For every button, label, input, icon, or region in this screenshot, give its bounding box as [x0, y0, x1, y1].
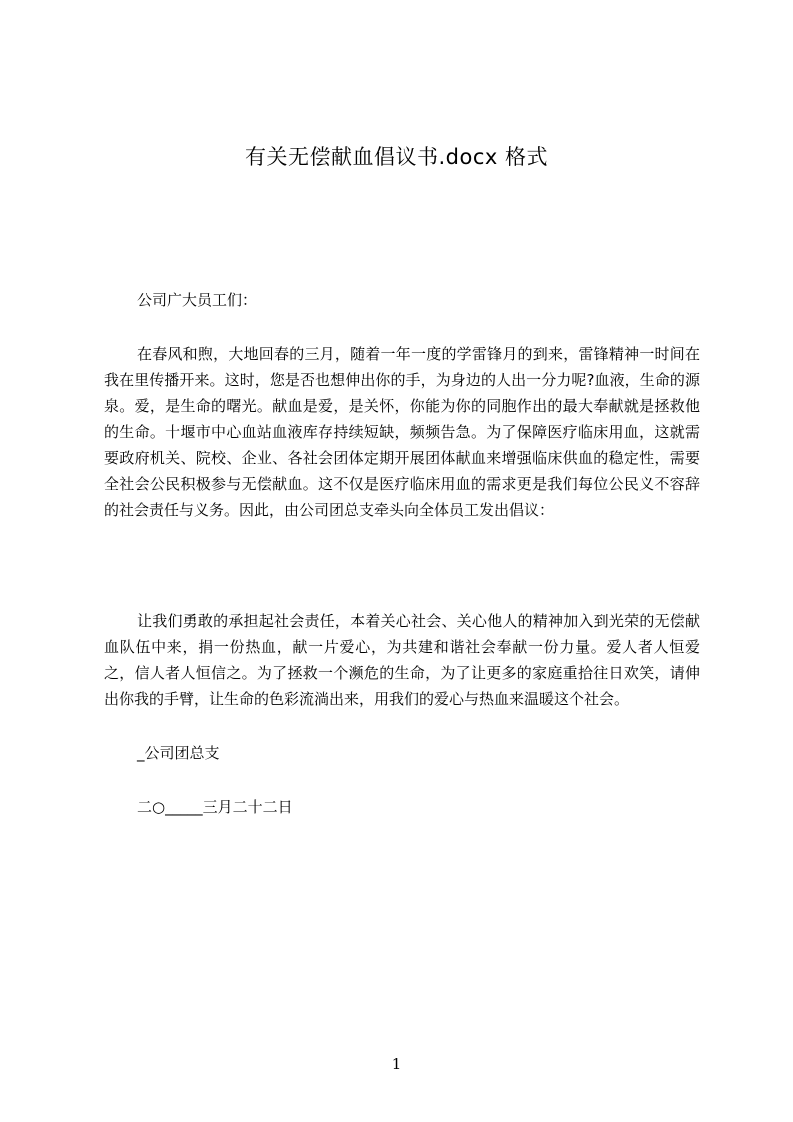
page-number: 1	[391, 1055, 402, 1073]
body-paragraph-2: 让我们勇敢的承担起社会责任，本着关心社会、关心他人的精神加入到光荣的无偿献血队伍中来，捐一份热血，献一片爱心，为共建和谐社会奉献一份力量。爱人者人恒爱之，信人者人恒信之。为了拯救一个濒危的生命，为了让更多的家庭重拾往日欢笑，请伸出你我的手臂，让生命的色彩流淌出来，用我们的爱心与热血来温暖这个社会。	[104, 612, 700, 708]
date-line: 二○_____三月二十二日	[137, 798, 293, 816]
signature: _公司团总支	[137, 744, 220, 762]
body-paragraph-1: 在春风和煦，大地回春的三月，随着一年一度的学雷锋月的到来，雷锋精神一时间在我在里传播开来。这时，您是否也想伸出你的手，为身边的人出一分力呢?血液，生命的源泉。爱，是生命的曙光。献血是爱，是关怀，你能为你的同胞作出的最大奉献就是拯救他的生命。十堰市中心血站血液库存持续短缺，频频告急。为了保障医疗临床用血，这就需要政府机关、院校、企业、各社会团体定期开展团体献血来增强临床供血的稳定性，需要全社会公民积极参与无偿献血。这不仅是医疗临床用血的需求更是我们每位公民义不容辞的社会责任与义务。因此，由公司团总支牵头向全体员工发出倡议：	[104, 345, 700, 519]
salutation: 公司广大员工们：	[137, 291, 258, 309]
document-title: 有关无偿献血倡议书.docx 格式	[244, 145, 548, 169]
